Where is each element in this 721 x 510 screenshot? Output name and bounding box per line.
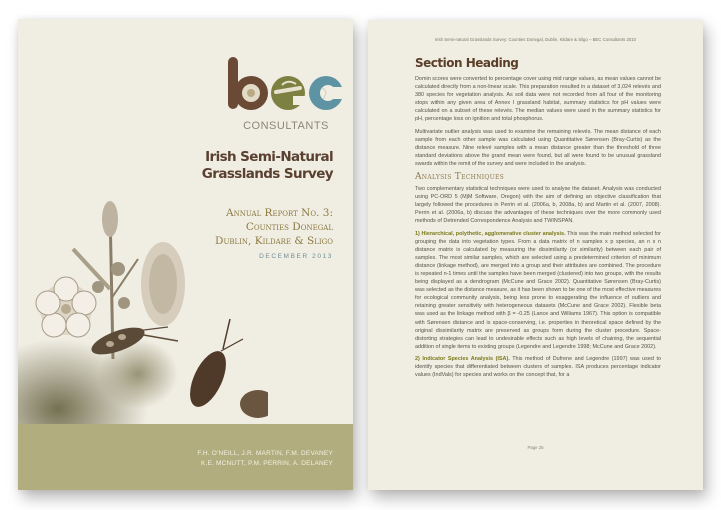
beetle-icon: [183, 319, 243, 412]
cover-title-line-1: Irish Semi-Natural: [205, 149, 333, 165]
page-number: Page 25: [527, 445, 544, 450]
report-inner-page: [368, 20, 703, 490]
white-flower-icon: [36, 277, 96, 337]
cover-date: DECEMBER 2013: [259, 253, 333, 260]
subheading-analysis-techniques: Analysis Techniques: [415, 172, 505, 183]
bec-logo: [226, 55, 346, 115]
running-header: Irish Semi-natural Grasslands Survey: Counties Donegal, Dublin, Kildare & Sligo – BEC Consultants 2010: [434, 37, 637, 42]
list-item-cluster-analysis: [415, 230, 661, 351]
authors-line-2: K.E. MCNUTT, P.M. PERRIN, A. DELANEY: [200, 460, 333, 467]
cover-author-band: [18, 424, 353, 490]
cover-subtitle-line-3: Dublin, Kildare & Sligo: [215, 235, 333, 247]
ladybird-icon: [240, 390, 268, 418]
list-item-body: This was the main method selected for grouping the data into vegetation types. From a data matrix of n samples x p species, an n x n distance matrix is calculated by measuring the dissimilarity (or similarity) between each pair of samples. The most similar samples, which are selected using a predetermined criterion of minimum distance (linkage method), are merged into a group and their attributes are combined. The procedure is repeated n-1 times until the samples have been merged (clustered) into two groups, with the results being displayed as a dendrogram (McCune and Grace 2002). Quantitative Sørensen (Bray-Curtis) was selected as the distance measure, as it has been shown to be one of the most effective measures for ecological community analysis, being less prone to exaggerating the influence of outliers and retaining greater sensitivity with heterogeneous datasets (McCune and Grace 2002). Flexible beta was used as the linkage method with β = -0.25 (Lance and Williams 1967). This option is compatible with Sørensen distance and is space-conserving, i.e. properties in theoretical space defined by the original dissimilarity matrix are preserved as groups form during the cluster procedure. Space-distorting strategies can lead to undesirable effects such as high levels of chaining, the sequential addition of single items to existing groups (Legendre and Legendre 1998; McCune and Grace 2002).: [415, 230, 661, 350]
cover-authors: [197, 449, 333, 469]
cover-subtitle-line-2: Counties Donegal: [245, 221, 333, 233]
paragraph-1: Domin scores were converted to percentage cover using mid range values, as mean values cannot be calculated directly from a non-linear scale. This preparation resulted in a dataset of 3,024 relevés and 380 species for vegetation analysis. As soil data were not recorded from all four of the monitoring stops within any given area of Annex I grassland habitat, summary statistics for pH values were calculated on a subset of these relevés. The median values were used in the summary statistics for pH, percentage loss on ignition and total phosphorus.: [415, 76, 661, 123]
cover-title: [202, 149, 333, 183]
cover-subtitle-line-1: Annual Report No. 3:: [226, 207, 333, 219]
list-item-lead: 2) Indicator Species Analysis (ISA).: [415, 355, 510, 362]
report-cover-page: [18, 19, 353, 490]
list-item-indicator-species: [415, 355, 661, 379]
section-heading: Section Heading: [415, 56, 519, 70]
paragraph-3: Two complementary statistical techniques were used to analyse the dataset. Analysis was conducted using PC-ORD 5 (MjM Software, Oregon) with the aim of defining an objective classification that largely followed the procedures in Perrin et al. (2006a, b, 2008a, b) and Martin et al. (2007, 2008). Perrin et al. (2006a, b) discuss the advantages of these techniques over the more commonly used methods of Detrended Correspondence Analysis and TWINSPAN.: [415, 186, 661, 225]
list-item-body: This method of Dufrene and Legendre (1997) was used to identify species that differentiated between clusters of samples. ISA produces percentage indicator values (IndVals) for species and works on the concept that, for a: [415, 355, 661, 379]
logo-subtitle: CONSULTANTS: [243, 120, 329, 132]
paragraph-2: Multivariate outlier analysis was used to examine the remaining relevés. The mean distance of each sample from each other sample was calculated using Quantitative Sørensen (Bray-Curtis) as the distance measure. Nine relevé samples with a mean distance greater than the threshold of three standard deviations above the grand mean were found, but all were found to be unusual grassland swards within the remit of the survey and were included in the analysis.: [415, 128, 661, 167]
botanical-illustration: [18, 199, 268, 444]
list-item-lead: 1) Hierarchical, polythetic, agglomerative cluster analysis.: [415, 230, 566, 237]
page-body: [415, 57, 661, 383]
cover-title-line-2: Grasslands Survey: [201, 166, 333, 182]
authors-line-1: F.H. O'NEILL, J.R. MARTIN, F.M. DEVANEY: [197, 450, 333, 457]
